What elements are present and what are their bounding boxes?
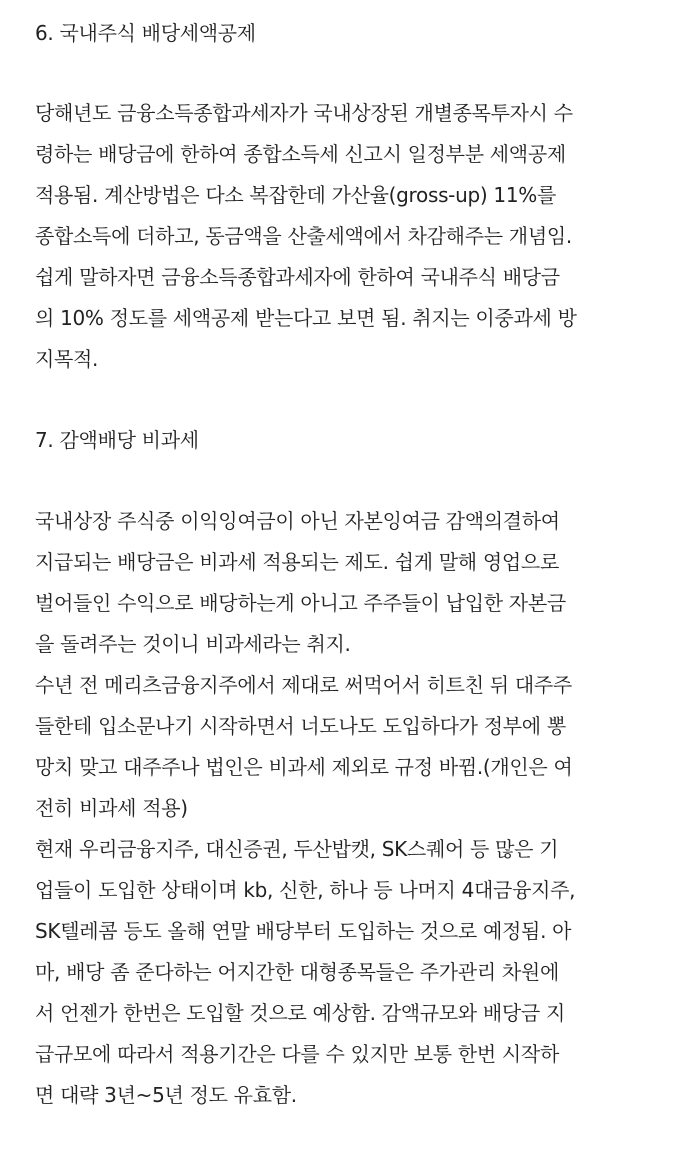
paragraph-line: 면 대략 3년~5년 정도 유효함. [35, 1083, 297, 1107]
paragraph-line: 적용됨. 계산방법은 다소 복잡한데 가산율(gross-up) 11%를 [35, 183, 557, 207]
paragraph-line: 마, 배당 좀 준다하는 어지간한 대형종목들은 주가관리 차원에 [35, 960, 559, 984]
paragraph-line: 지목적. [35, 347, 99, 371]
paragraph-line: 당해년도 금융소득종합과세자가 국내상장된 개별종목투자시 수 [35, 101, 573, 125]
paragraph-line: 망치 맞고 대주주나 법인은 비과세 제외로 규정 바뀜.(개인은 여 [35, 755, 573, 779]
paragraph-line: SK텔레콤 등도 올해 연말 배당부터 도입하는 것으로 예정됨. 아 [35, 919, 572, 943]
paragraph-line: 현재 우리금융지주, 대신증권, 두산밥캣, SK스퀘어 등 많은 기 [35, 837, 559, 861]
section-heading: 6. 국내주식 배당세액공제 [35, 21, 256, 45]
section-heading: 7. 감액배당 비과세 [35, 428, 199, 452]
paragraph-line: 국내상장 주식중 이익잉여금이 아닌 자본잉여금 감액의결하여 [35, 509, 560, 533]
paragraph-line: 의 10% 정도를 세액공제 받는다고 보면 됨. 취지는 이중과세 방 [35, 306, 577, 330]
paragraph-line: 들한테 입소문나기 시작하면서 너도나도 도입하다가 정부에 뽕 [35, 714, 566, 738]
paragraph-line: 을 돌려주는 것이니 비과세라는 취지. [35, 632, 351, 656]
paragraph-line: 업들이 도입한 상태이며 kb, 신한, 하나 등 나머지 4대금융지주, [35, 878, 576, 902]
paragraph-line: 수년 전 메리츠금융지주에서 제대로 써먹어서 히트친 뒤 대주주 [35, 673, 572, 697]
paragraph-line: 지급되는 배당금은 비과세 적용되는 제도. 쉽게 말해 영업으로 [35, 550, 559, 574]
paragraph-line: 령하는 배당금에 한하여 종합소득세 신고시 일정부분 세액공제 [35, 142, 566, 166]
paragraph-line: 전히 비과세 적용) [35, 796, 188, 820]
paragraph-line: 급규모에 따라서 적용기간은 다를 수 있지만 보통 한번 시작하 [35, 1042, 559, 1066]
paragraph-line: 종합소득에 더하고, 동금액을 산출세액에서 차감해주는 개념임. [35, 224, 572, 248]
paragraph-line: 쉽게 말하자면 금융소득종합과세자에 한하여 국내주식 배당금 [35, 265, 560, 289]
paragraph-line: 서 언젠가 한번은 도입할 것으로 예상함. 감액규모와 배당금 지 [35, 1001, 566, 1025]
paragraph-line: 벌어들인 수익으로 배당하는게 아니고 주주들이 납입한 자본금 [35, 591, 566, 615]
